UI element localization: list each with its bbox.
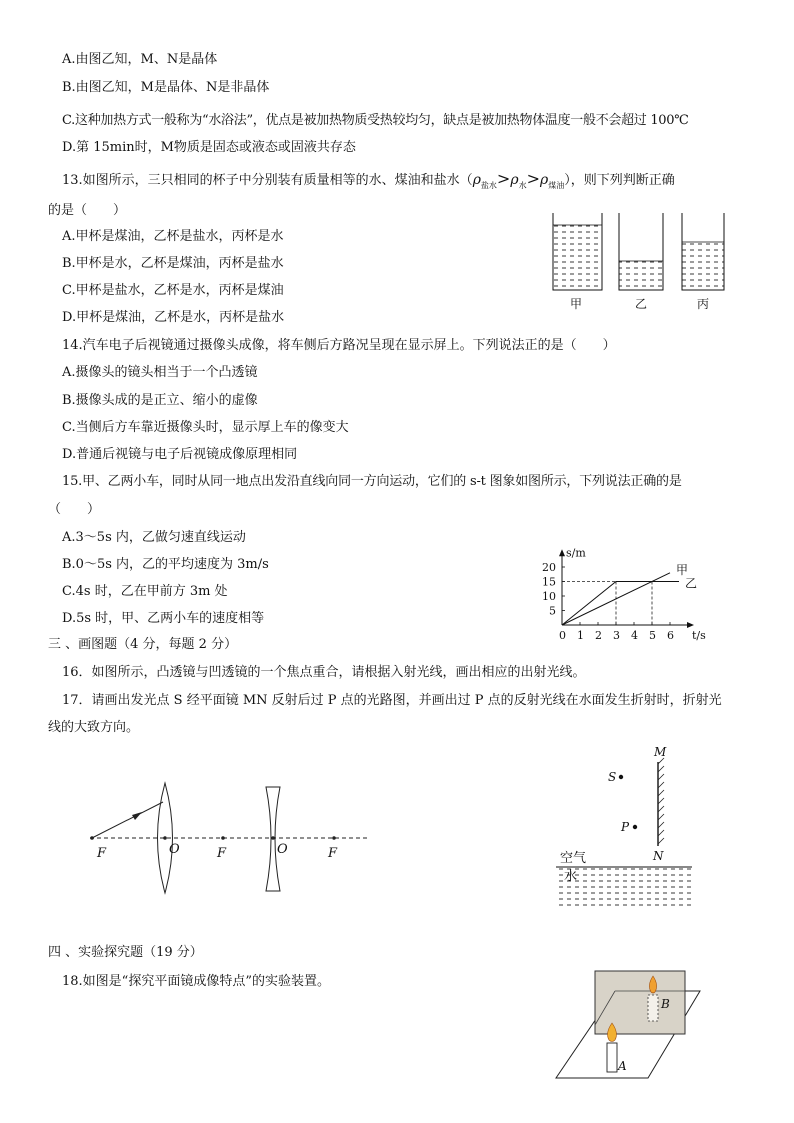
x-tick-label: 6 <box>667 629 674 642</box>
focus-label-2: F <box>217 846 227 861</box>
x-tick-label: 5 <box>649 629 656 642</box>
y-tick-label: 20 <box>542 561 556 574</box>
st-chart <box>540 505 730 645</box>
focus-label-1: F <box>97 846 107 861</box>
mirror-label-m: M <box>654 745 667 759</box>
q13-stem-post: ），则下列判断正确 <box>564 173 675 188</box>
q13-option-b: B.甲杯是水，乙杯是煤油，丙杯是盐水 <box>62 256 284 271</box>
q13-option-d: D.甲杯是煤油，乙杯是水，丙杯是盐水 <box>62 310 285 325</box>
q13-stem-cont: 的是（ ） <box>48 203 127 218</box>
q14-option-a: A.摄像头的镜头相当于一个凸透镜 <box>62 365 258 380</box>
incident-ray <box>92 802 163 838</box>
candle-a-label: A <box>618 1059 627 1073</box>
candle-b <box>648 995 658 1021</box>
x-axis-arrow-icon <box>687 622 694 628</box>
cups-figure <box>545 205 735 315</box>
lens-figure <box>80 775 380 895</box>
cup-jia <box>553 213 602 290</box>
q13-option-c: C.甲杯是盐水，乙杯是水，丙杯是煤油 <box>62 283 284 298</box>
y-axis-label: s/m <box>566 546 586 560</box>
q14-stem: 14.汽车电子后视镜通过摄像头成像，将车侧后方路况呈现在显示屏上。下列说法正的是（ ） <box>62 338 616 353</box>
q16-stem: 16．如图所示，凸透镜与凹透镜的一个焦点重合，请根据入射光线，画出相应的出射光线。 <box>62 665 586 680</box>
q15-option-d: D.5s 时，甲、乙两小车的速度相等 <box>62 611 265 626</box>
q17-stem-cont: 线的大致方向。 <box>48 720 140 735</box>
x-tick-label: 2 <box>595 629 602 642</box>
water-label: 水 <box>564 869 578 884</box>
cup-label-jia: 甲 <box>570 297 583 311</box>
q14-option-c: C.当侧后方车靠近摄像头时，显示厚上车的像变大 <box>62 420 349 435</box>
center-label-1: O <box>169 842 180 857</box>
q13-option-a: A.甲杯是煤油，乙杯是盐水，丙杯是水 <box>62 229 284 244</box>
q15-stem-cont: （ ） <box>48 502 101 517</box>
center-label-2: O <box>277 842 288 857</box>
q14-option-d: D.普通后视镜与电子后视镜成像原理相同 <box>62 447 298 462</box>
point-s-label: S <box>608 770 617 784</box>
cup-bing <box>682 213 724 290</box>
section-4-heading: 四 、实验探究题（19 分） <box>48 945 203 960</box>
q15-stem: 15.甲、乙两小车，同时从同一地点出发沿直线向同一方向运动，它们的 s-t 图象如图所示，下列说法正确的是 <box>62 474 682 489</box>
y-tick-label: 10 <box>542 590 556 603</box>
y-tick-label: 5 <box>549 604 556 618</box>
q15-option-b: B.0～5s 内，乙的平均速度为 3m/s <box>62 557 269 572</box>
q12-option-b: B.由图乙知，M是晶体、N是非晶体 <box>62 80 270 95</box>
point-p-label: P <box>621 820 630 834</box>
q12-option-d: D.第 15min时，M物质是固态或液态或固液共存态 <box>62 140 356 155</box>
density-relation: $\rho_{盐水}>\rho_水>\rho_{煤油}$ <box>472 169 565 190</box>
x-axis-label: t/s <box>692 629 706 642</box>
series-label-jia: 甲 <box>676 562 689 577</box>
point-p <box>633 825 637 829</box>
series-label-yi: 乙 <box>685 576 698 591</box>
section-3-heading: 三 、画图题（4 分，每题 2 分） <box>48 637 238 652</box>
series-line-yi <box>562 582 679 626</box>
q13-stem <box>62 171 675 194</box>
candle-figure <box>550 965 710 1090</box>
cup-yi <box>619 213 663 290</box>
q13-stem-pre: 13.如图所示，三只相同的杯子中分别装有质量相等的水、煤油和盐水（ <box>62 173 473 188</box>
q14-option-b: B.摄像头成的是正立、缩小的虚像 <box>62 393 258 408</box>
candle-a <box>607 1043 617 1072</box>
q18-stem: 18.如图是“探究平面镜成像特点”的实验装置。 <box>62 974 330 989</box>
point-s <box>619 775 623 779</box>
x-tick-label: 3 <box>613 629 620 642</box>
air-label: 空气 <box>560 851 587 866</box>
mirror-figure <box>550 740 700 915</box>
q12-option-a: A.由图乙知，M、N是晶体 <box>62 52 218 67</box>
q15-option-a: A.3～5s 内，乙做匀速直线运动 <box>62 530 246 545</box>
candle-b-label: B <box>661 997 670 1011</box>
y-axis-arrow-icon <box>559 549 565 556</box>
cup-label-bing: 丙 <box>697 297 710 311</box>
x-tick-label: 0 <box>559 629 566 642</box>
ray-arrow-icon <box>132 812 142 820</box>
q15-option-c: C.4s 时，乙在甲前方 3m 处 <box>62 584 228 599</box>
mirror-label-n: N <box>653 849 664 863</box>
q12-option-c: C.这种加热方式一般称为“水浴法”，优点是被加热物质受热较均匀，缺点是被加热物体温度一般不会超过 100℃ <box>62 113 689 128</box>
q17-stem: 17．请画出发光点 S 经平面镜 MN 反射后过 P 点的光路图，并画出过 P 点的反射光线在水面发生折射时，折射光 <box>62 693 722 708</box>
x-tick-label: 4 <box>631 629 638 642</box>
focus-label-3: F <box>328 846 338 861</box>
mirror-hatching <box>658 758 664 844</box>
cup-label-yi: 乙 <box>635 297 648 311</box>
x-tick-label: 1 <box>577 629 584 642</box>
y-tick-label: 15 <box>542 575 556 589</box>
